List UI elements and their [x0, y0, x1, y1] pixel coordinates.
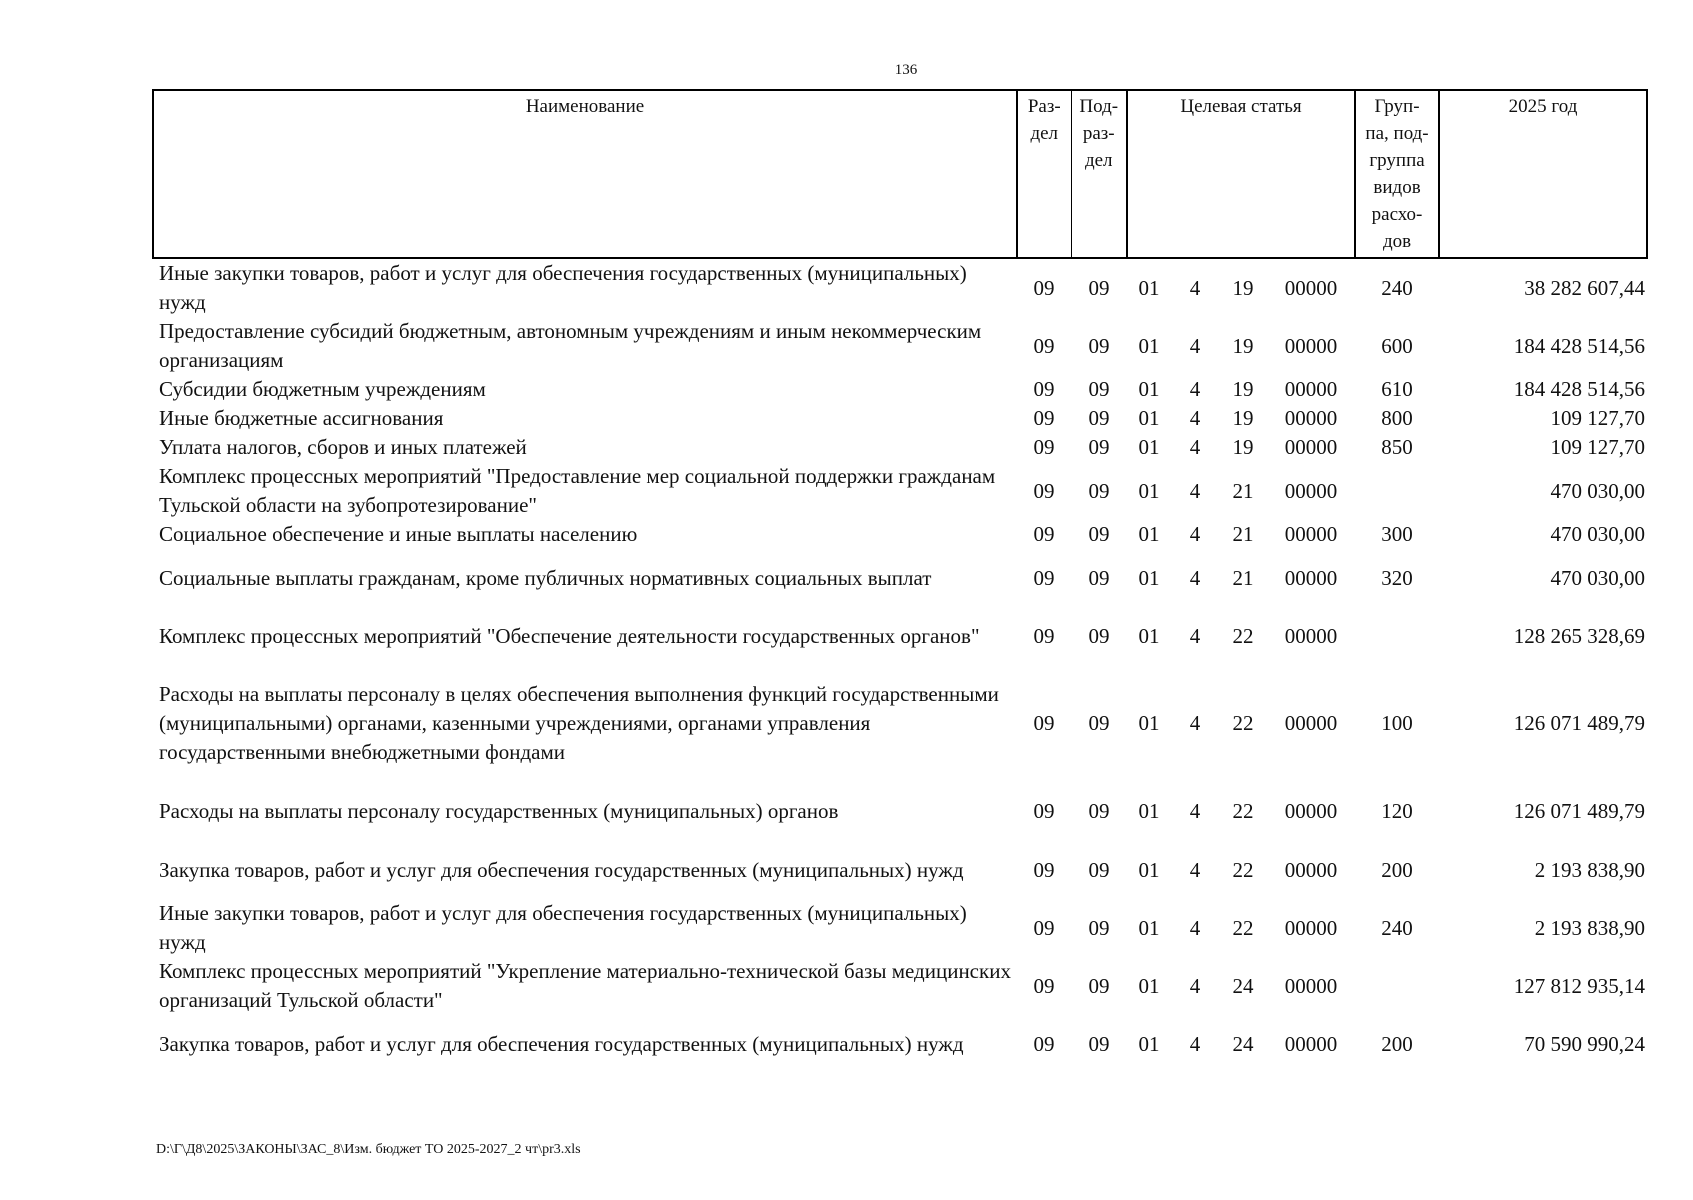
row-name: Закупка товаров, работ и услуг для обеспечения государственных (муниципальных) нужд: [159, 857, 964, 882]
table-row: [153, 549, 1647, 607]
row-target-type: 4: [1189, 565, 1201, 590]
row-razdel: 09: [1033, 565, 1055, 590]
row-target-direction: 00000: [1284, 478, 1338, 503]
row-podrazdel: 09: [1088, 377, 1110, 401]
row-podrazdel: 09: [1088, 275, 1110, 300]
row-target-direction: 00000: [1284, 1031, 1338, 1056]
row-target-program: 01: [1138, 435, 1160, 459]
row-target-item: 19: [1232, 406, 1254, 430]
row-target-item: 22: [1232, 799, 1254, 823]
row-target-program: 01: [1138, 478, 1160, 503]
row-target-type: 4: [1189, 333, 1201, 358]
row-amount: 109 127,70: [1550, 435, 1646, 459]
row-target-type: 4: [1189, 435, 1201, 459]
row-target-program: 01: [1138, 377, 1160, 401]
row-target-program: 01: [1138, 799, 1160, 823]
row-target-item: 19: [1232, 435, 1254, 459]
row-expense-group: 200: [1381, 857, 1413, 882]
row-target-program: 01: [1138, 973, 1160, 998]
row-expense-group: 240: [1381, 275, 1413, 300]
row-target-item: 22: [1232, 915, 1254, 940]
row-target-program: 01: [1138, 711, 1160, 735]
row-target-program: 01: [1138, 522, 1160, 546]
table-row: [153, 520, 1647, 549]
table-row: [153, 404, 1647, 433]
row-target-item: 21: [1232, 565, 1254, 590]
row-expense-group: [1355, 607, 1439, 665]
row-podrazdel: 09: [1088, 799, 1110, 823]
table-row: [153, 841, 1647, 899]
row-target-item: 24: [1232, 1031, 1254, 1056]
row-expense-group: 610: [1381, 377, 1413, 401]
row-target-program: 01: [1138, 915, 1160, 940]
row-razdel: 09: [1033, 478, 1055, 503]
row-target-direction: 00000: [1284, 973, 1338, 998]
row-target-program: 01: [1138, 333, 1160, 358]
row-amount: 126 071 489,79: [1513, 711, 1646, 735]
row-target-direction: 00000: [1284, 711, 1338, 735]
table-header: [153, 90, 1647, 258]
row-razdel: 09: [1033, 377, 1055, 401]
row-podrazdel: 09: [1088, 406, 1110, 430]
row-target-direction: 00000: [1284, 857, 1338, 882]
row-amount: 470 030,00: [1550, 478, 1646, 503]
row-podrazdel: 09: [1088, 522, 1110, 546]
table-row: [153, 462, 1647, 520]
header-podrazdel: Под- раз- дел: [1071, 90, 1127, 258]
row-target-direction: 00000: [1284, 377, 1338, 401]
row-target-direction: 00000: [1284, 915, 1338, 940]
row-target-item: 21: [1232, 522, 1254, 546]
table-row: [153, 317, 1647, 375]
footer-file-path: D:\Г\Д8\2025\ЗАКОНЫ\ЗАС_8\Изм. бюджет ТО 2025-2027_2 чт\pr3.xls: [156, 1142, 581, 1157]
table-row: [153, 1015, 1647, 1073]
row-podrazdel: 09: [1088, 565, 1110, 590]
row-target-direction: 00000: [1284, 406, 1338, 430]
row-expense-group: 800: [1381, 406, 1413, 430]
row-target-direction: 00000: [1284, 623, 1338, 648]
row-expense-group: 600: [1381, 333, 1413, 358]
row-name: Субсидии бюджетным учреждениям: [159, 377, 486, 401]
row-razdel: 09: [1033, 915, 1055, 940]
row-expense-group: [1355, 957, 1439, 1015]
row-target-item: 21: [1232, 478, 1254, 503]
row-razdel: 09: [1033, 623, 1055, 648]
row-amount: 470 030,00: [1550, 565, 1646, 590]
row-target-item: 19: [1232, 333, 1254, 358]
row-name: Комплекс процессных мероприятий "Укрепление материально-технической базы медицинских организаций Тульской области": [159, 959, 1011, 1012]
table-row: [153, 665, 1647, 782]
row-target-program: 01: [1138, 1031, 1160, 1056]
row-podrazdel: 09: [1088, 623, 1110, 648]
row-podrazdel: 09: [1088, 478, 1110, 503]
row-razdel: 09: [1033, 973, 1055, 998]
row-razdel: 09: [1033, 857, 1055, 882]
table-row: [153, 607, 1647, 665]
row-target-type: 4: [1189, 915, 1201, 940]
page-number: 136: [894, 62, 918, 78]
table-body: [153, 258, 1647, 1073]
row-podrazdel: 09: [1088, 435, 1110, 459]
row-name: Расходы на выплаты персоналу в целях обеспечения выполнения функций государственными (муниципальными) органами, казенными учреждениями, органами управления государственными внебюджетными фондами: [159, 682, 999, 764]
row-amount: 184 428 514,56: [1513, 333, 1646, 358]
row-name: Закупка товаров, работ и услуг для обеспечения государственных (муниципальных) нужд: [159, 1031, 964, 1056]
row-target-type: 4: [1189, 711, 1201, 735]
row-amount: 2 193 838,90: [1534, 915, 1646, 940]
row-amount: 126 071 489,79: [1513, 799, 1646, 823]
row-razdel: 09: [1033, 711, 1055, 735]
row-podrazdel: 09: [1088, 973, 1110, 998]
row-target-item: 22: [1232, 711, 1254, 735]
table-row: [153, 782, 1647, 841]
row-target-direction: 00000: [1284, 565, 1338, 590]
row-amount: 128 265 328,69: [1513, 623, 1646, 648]
row-razdel: 09: [1033, 799, 1055, 823]
row-target-item: 24: [1232, 973, 1254, 998]
row-name: Иные бюджетные ассигнования: [159, 406, 444, 430]
row-expense-group: 850: [1381, 435, 1413, 459]
row-razdel: 09: [1033, 522, 1055, 546]
row-name: Уплата налогов, сборов и иных платежей: [159, 435, 527, 459]
row-razdel: 09: [1033, 435, 1055, 459]
row-target-type: 4: [1189, 406, 1201, 430]
table-row: [153, 957, 1647, 1015]
row-amount: 70 590 990,24: [1524, 1031, 1646, 1056]
row-expense-group: 200: [1381, 1031, 1413, 1056]
table-row: [153, 375, 1647, 404]
row-target-item: 22: [1232, 623, 1254, 648]
row-name: Иные закупки товаров, работ и услуг для обеспечения государственных (муниципальных) нужд: [159, 261, 967, 314]
row-name: Расходы на выплаты персоналу государственных (муниципальных) органов: [159, 799, 839, 823]
row-amount: 184 428 514,56: [1513, 377, 1646, 401]
row-target-type: 4: [1189, 1031, 1201, 1056]
header-name: Наименование: [153, 90, 1017, 258]
row-podrazdel: 09: [1088, 711, 1110, 735]
row-razdel: 09: [1033, 406, 1055, 430]
row-amount: 2 193 838,90: [1534, 857, 1646, 882]
row-podrazdel: 09: [1088, 915, 1110, 940]
row-name: Предоставление субсидий бюджетным, автономным учреждениям и иным некоммерческим организациям: [159, 319, 982, 372]
row-target-item: 19: [1232, 275, 1254, 300]
row-razdel: 09: [1033, 275, 1055, 300]
row-expense-group: 320: [1381, 565, 1413, 590]
table-row: [153, 433, 1647, 462]
header-year: 2025 год: [1439, 90, 1647, 258]
row-target-type: 4: [1189, 857, 1201, 882]
row-target-type: 4: [1189, 799, 1201, 823]
row-target-program: 01: [1138, 623, 1160, 648]
row-podrazdel: 09: [1088, 1031, 1110, 1056]
row-razdel: 09: [1033, 1031, 1055, 1056]
row-target-type: 4: [1189, 377, 1201, 401]
row-amount: 109 127,70: [1550, 406, 1646, 430]
row-target-type: 4: [1189, 275, 1201, 300]
row-amount: 127 812 935,14: [1513, 973, 1646, 998]
row-target-type: 4: [1189, 623, 1201, 648]
row-name: Комплекс процессных мероприятий "Предоставление мер социальной поддержки гражданам Тульской области на зубопротезирование": [159, 464, 996, 517]
table-row: [153, 899, 1647, 957]
row-amount: 38 282 607,44: [1524, 275, 1646, 300]
row-target-type: 4: [1189, 478, 1201, 503]
header-target-article: Целевая статья: [1127, 90, 1355, 258]
row-target-direction: 00000: [1284, 333, 1338, 358]
row-target-program: 01: [1138, 565, 1160, 590]
row-target-type: 4: [1189, 522, 1201, 546]
row-podrazdel: 09: [1088, 333, 1110, 358]
row-expense-group: 300: [1381, 522, 1413, 546]
header-expense-group: Груп- па, под- группа видов расхо- дов: [1355, 90, 1439, 258]
row-target-program: 01: [1138, 275, 1160, 300]
budget-table: [152, 89, 1648, 1073]
row-target-direction: 00000: [1284, 275, 1338, 300]
row-expense-group: 120: [1381, 799, 1413, 823]
row-expense-group: [1355, 462, 1439, 520]
row-expense-group: 100: [1381, 711, 1413, 735]
row-target-type: 4: [1189, 973, 1201, 998]
table-row: [153, 258, 1647, 317]
row-podrazdel: 09: [1088, 857, 1110, 882]
row-expense-group: 240: [1381, 915, 1413, 940]
row-target-direction: 00000: [1284, 799, 1338, 823]
header-razdel: Раз- дел: [1017, 90, 1071, 258]
row-name: Комплекс процессных мероприятий "Обеспечение деятельности государственных органов": [159, 623, 980, 648]
row-name: Социальные выплаты гражданам, кроме публичных нормативных социальных выплат: [159, 565, 932, 590]
row-name: Иные закупки товаров, работ и услуг для обеспечения государственных (муниципальных) нужд: [159, 901, 967, 954]
row-target-direction: 00000: [1284, 522, 1338, 546]
row-target-item: 19: [1232, 377, 1254, 401]
row-amount: 470 030,00: [1550, 522, 1646, 546]
row-target-direction: 00000: [1284, 435, 1338, 459]
row-target-item: 22: [1232, 857, 1254, 882]
row-name: Социальное обеспечение и иные выплаты населению: [159, 522, 638, 546]
row-target-program: 01: [1138, 406, 1160, 430]
row-razdel: 09: [1033, 333, 1055, 358]
row-target-program: 01: [1138, 857, 1160, 882]
